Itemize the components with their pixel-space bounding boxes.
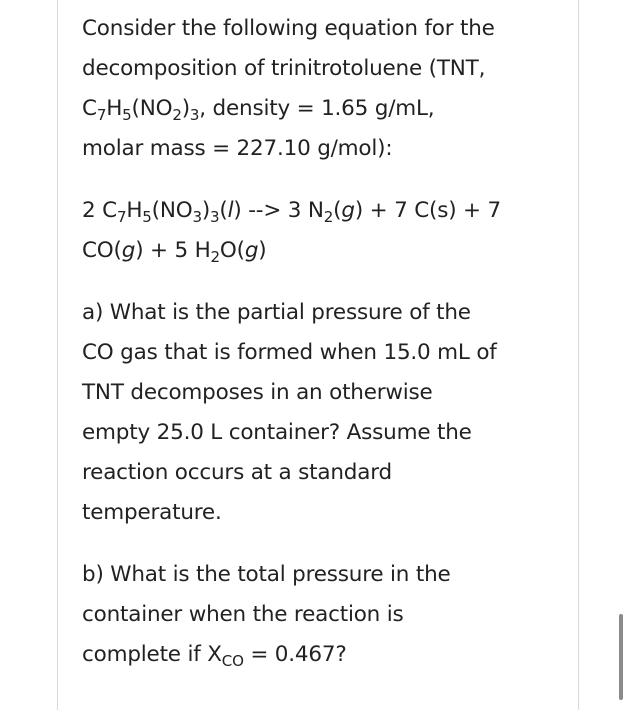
intro-line-3: $C_7H_5(NO_2)_3$, density = 1.65 g/mL, xyxy=(82,96,435,124)
part-a-line-6: temperature. xyxy=(82,500,222,525)
part-a-line-4: empty 25.0 L container? Assume the xyxy=(82,420,472,445)
part-b-line-2: container when the reaction is xyxy=(82,602,404,627)
intro-line-1: Consider the following equation for the xyxy=(82,16,495,41)
question-text xyxy=(82,9,562,675)
intro-line-2: decomposition of trinitrotoluene (TNT, xyxy=(82,56,486,81)
reaction-equation xyxy=(82,191,562,271)
intro-line-4: molar mass = 227.10 g/mol): xyxy=(82,136,393,161)
part-b-line-1: b) What is the total pressure in the xyxy=(82,562,451,587)
part-a-line-1: a) What is the partial pressure of the xyxy=(82,300,471,325)
part-a-question xyxy=(82,293,562,533)
part-a-line-2: CO gas that is formed when 15.0 mL of xyxy=(82,340,497,365)
part-a-line-5: reaction occurs at a standard xyxy=(82,460,392,485)
part-b-line-3: complete if $X_{CO} = 0.467$? xyxy=(82,642,347,670)
part-a-line-3: TNT decomposes in an otherwise xyxy=(82,380,433,405)
intro-paragraph xyxy=(82,9,562,169)
scrollbar-thumb[interactable] xyxy=(619,614,623,700)
equation-line-2: CO(g) + 5 $H_2O(g)$ xyxy=(82,238,267,266)
part-b-question xyxy=(82,555,562,675)
equation-line-1: 2 $C_7H_5(NO_3)_3(l)$ --> 3 $N_2(g) + 7$ C(s) + 7 xyxy=(82,198,501,226)
